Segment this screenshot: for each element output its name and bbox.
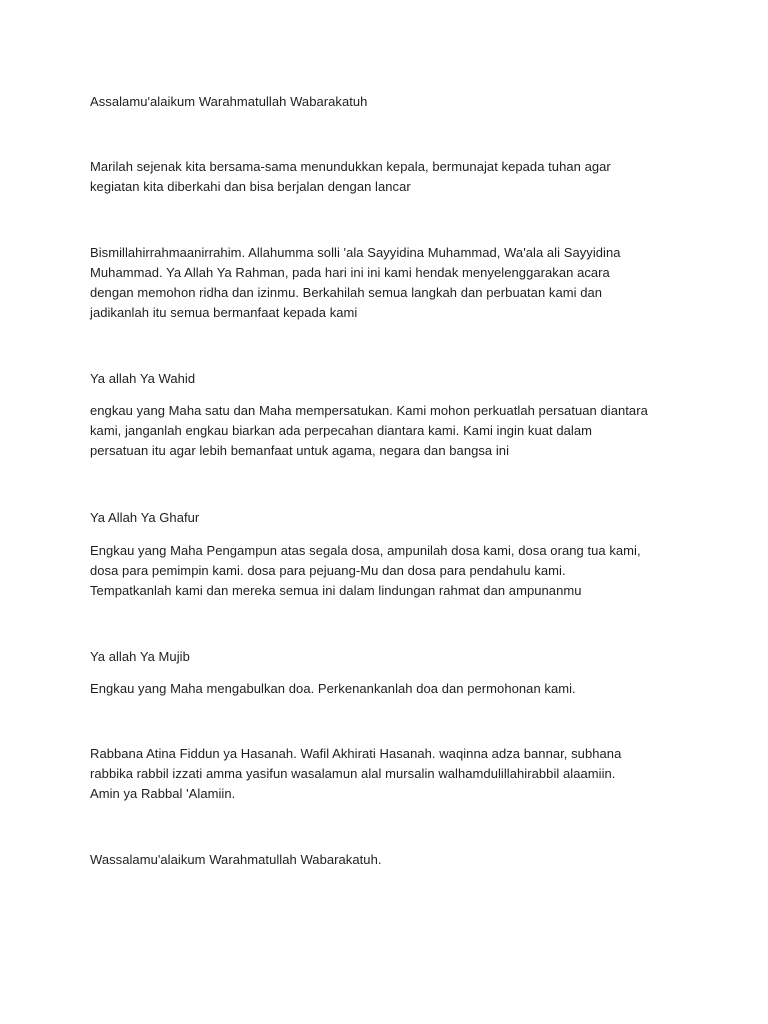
text-line: Marilah sejenak kita bersama-sama menundukkan kepala, bermunajat kepada tuhan agar [90,159,611,174]
text-line: kegiatan kita diberkahi dan bisa berjalan dengan lancar [90,179,411,194]
text-line: Engkau yang Maha Pengampun atas segala dosa, ampunilah dosa kami, dosa orang tua kami, [90,543,641,558]
ghafur-paragraph [90,541,690,601]
wahid-heading [90,369,690,389]
text-line: Amin ya Rabbal 'Alamiin. [90,786,236,801]
section-heading: Ya Allah Ya Ghafur [90,510,200,525]
opening-paragraph [90,157,690,197]
greeting [90,92,690,112]
text-line: kami, janganlah engkau biarkan ada perpecahan diantara kami. Kami ingin kuat dalam [90,423,593,438]
text-line: dengan memohon ridha dan izinmu. Berkahilah semua langkah dan perbuatan kami dan [90,285,603,300]
greeting-line: Assalamu'alaikum Warahmatullah Wabarakatuh [90,94,368,109]
text-line: persatuan itu agar lebih bemanfaat untuk agama, negara dan bangsa ini [90,443,510,458]
farewell [90,850,690,870]
mujib-heading [90,647,690,667]
text-line: Tempatkanlah kami dan mereka semua ini dalam lindungan rahmat dan ampunanmu [90,583,582,598]
text-line: rabbika rabbil izzati amma yasifun wasalamun alal mursalin walhamdulillahirabbil alaamiin. [90,766,616,781]
text-line: engkau yang Maha satu dan Maha mempersatukan. Kami mohon perkuatlah persatuan diantara [90,403,648,418]
text-line: Rabbana Atina Fiddun ya Hasanah. Wafil Akhirati Hasanah. waqinna adza bannar, subhana [90,746,622,761]
text-line: jadikanlah itu semua bermanfaat kepada kami [90,305,358,320]
text-line: Muhammad. Ya Allah Ya Rahman, pada hari ini ini kami hendak menyelenggarakan acara [90,265,610,280]
text-line: dosa para pemimpin kami. dosa para pejuang-Mu dan dosa para pendahulu kami. [90,563,566,578]
wahid-paragraph [90,401,690,461]
text-line: Engkau yang Maha mengabulkan doa. Perkenankanlah doa dan permohonan kami. [90,681,576,696]
ghafur-heading [90,508,690,528]
section-heading: Ya allah Ya Wahid [90,371,196,386]
mujib-paragraph [90,679,690,699]
bismillah-paragraph [90,243,690,323]
text-line: Bismillahirrahmaanirrahim. Allahumma solli 'ala Sayyidina Muhammad, Wa'ala ali Sayyidina [90,245,621,260]
closing-prayer-paragraph [90,744,690,804]
section-heading: Ya allah Ya Mujib [90,649,190,664]
farewell-line: Wassalamu'alaikum Warahmatullah Wabarakatuh. [90,852,382,867]
